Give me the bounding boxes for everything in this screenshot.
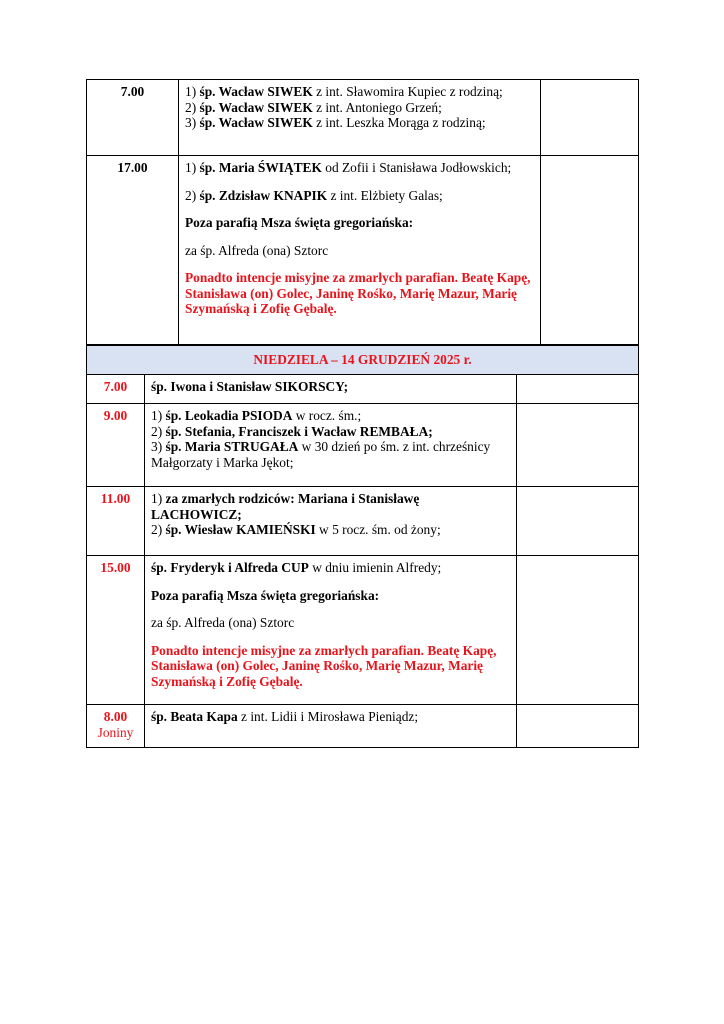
intention-line — [151, 491, 510, 522]
item-number: 3) — [151, 439, 166, 454]
schedule-table-sunday — [86, 344, 639, 748]
intention-detail: z int. Sławomira Kupiec z rodziną; — [312, 84, 503, 99]
mass-intentions — [179, 156, 541, 346]
mass-time: 15.00 — [87, 556, 145, 705]
table-row — [87, 705, 639, 748]
mass-time-cell — [87, 705, 145, 748]
intention-detail: z int. Leszka Morąga z rodziną; — [312, 115, 486, 130]
table-row — [87, 404, 639, 487]
day-header-row — [87, 345, 639, 375]
mission-intentions-note: Ponadto intencje misyjne za zmarłych parafian. Beatę Kapę, Stanisława (on) Golec, Janinę Rośko, Marię Mazur, Marię Szymańską i Zofię Gębalę. — [185, 270, 531, 316]
intention-line — [185, 100, 534, 116]
intention-line — [185, 188, 534, 204]
intention-name: śp. Zdzisław KNAPIK — [199, 187, 328, 203]
item-number: 3) — [185, 115, 200, 130]
mass-intentions — [145, 705, 517, 748]
intention-name: śp. Fryderyk i Alfreda CUP — [151, 560, 309, 575]
gregorian-mass-heading: Poza parafią Msza święta gregoriańska: — [151, 587, 380, 603]
notes-cell — [517, 556, 639, 705]
intention-line — [185, 160, 534, 176]
table-row — [87, 556, 639, 705]
gregorian-mass-detail: za śp. Alfreda (ona) Sztorc — [185, 242, 329, 258]
item-number: 1) — [151, 408, 166, 423]
item-number: 2) — [151, 522, 166, 537]
intention-name: śp. Stefania, Franciszek i Wacław REMBAŁA; — [165, 423, 433, 439]
notes-cell — [517, 705, 639, 748]
intention-detail: w 5 rocz. śm. od żony; — [315, 522, 441, 537]
mass-time: 9.00 — [87, 404, 145, 487]
intention-line — [185, 84, 534, 100]
day-header: NIEDZIELA – 14 GRUDZIEŃ 2025 r. — [87, 345, 639, 375]
notes-cell — [541, 80, 639, 156]
intention-name: za zmarłych rodziców: Mariana i Stanisławę LACHOWICZ; — [151, 491, 420, 522]
notes-cell — [517, 375, 639, 404]
item-number: 1) — [185, 160, 200, 175]
intention-name: śp. Wacław SIWEK — [199, 99, 313, 115]
item-number: 1) — [185, 84, 200, 99]
gregorian-mass-heading: Poza parafią Msza święta gregoriańska: — [185, 215, 414, 230]
notes-cell — [517, 487, 639, 556]
intention-detail: z int. Lidii i Mirosława Pieniądz; — [237, 709, 419, 724]
schedule-table-previous-day — [86, 79, 639, 346]
item-number: 2) — [185, 187, 200, 203]
mass-intentions — [145, 487, 517, 556]
mass-time: 8.00 — [103, 709, 128, 724]
intention-name: śp. Maria STRUGAŁA — [165, 439, 299, 454]
mass-intentions — [145, 556, 517, 705]
mass-intentions: śp. Iwona i Stanisław SIKORSCY; — [145, 375, 517, 404]
notes-cell — [541, 156, 639, 346]
intention-detail: w dniu imienin Alfredy; — [308, 560, 442, 575]
mass-time: 17.00 — [87, 156, 179, 346]
gregorian-mass-detail: za śp. Alfreda (ona) Sztorc — [151, 615, 295, 630]
intention-name: śp. Beata Kapa — [151, 709, 238, 724]
intention-name: śp. Wacław SIWEK — [199, 115, 313, 130]
table-row — [87, 375, 639, 404]
intention-detail: z int. Antoniego Grzeń; — [312, 99, 442, 115]
intention-name: śp. Wiesław KAMIEŃSKI — [165, 522, 316, 537]
intention-detail: w rocz. śm.; — [292, 408, 362, 423]
intention-line — [151, 522, 510, 538]
mass-time: 7.00 — [87, 80, 179, 156]
intention-name: śp. Wacław SIWEK — [199, 84, 313, 99]
intention-name: śp. Leokadia PSIODA — [165, 408, 293, 423]
mass-time: 7.00 — [87, 375, 145, 404]
notes-cell — [517, 404, 639, 487]
intention-line — [151, 439, 510, 470]
table-row — [87, 80, 639, 156]
table-row — [87, 156, 639, 346]
item-number: 2) — [151, 423, 166, 439]
intention-line — [151, 424, 510, 440]
intention-line — [151, 408, 510, 424]
intention-line — [151, 560, 510, 576]
item-number: 2) — [185, 99, 200, 115]
mass-intentions — [145, 404, 517, 487]
mass-intentions — [179, 80, 541, 156]
intention-detail: z int. Elżbiety Galas; — [327, 187, 443, 203]
mass-location: Joniny — [97, 724, 134, 740]
intention-name: śp. Maria ŚWIĄTEK — [199, 160, 322, 175]
intention-line — [185, 115, 534, 131]
mass-time: 11.00 — [87, 487, 145, 556]
intention-detail: w 30 dzień po śm. z int. chrześnicy Małgorzaty i Marka Jękot; — [151, 439, 491, 470]
item-number: 1) — [151, 491, 166, 506]
mission-intentions-note: Ponadto intencje misyjne za zmarłych parafian. Beatę Kapę, Stanisława (on) Golec, Janinę Rośko, Marię Mazur, Marię Szymańską i Zofię Gębalę. — [151, 642, 497, 689]
intention-detail: od Zofii i Stanisława Jodłowskich; — [321, 160, 512, 175]
table-row — [87, 487, 639, 556]
